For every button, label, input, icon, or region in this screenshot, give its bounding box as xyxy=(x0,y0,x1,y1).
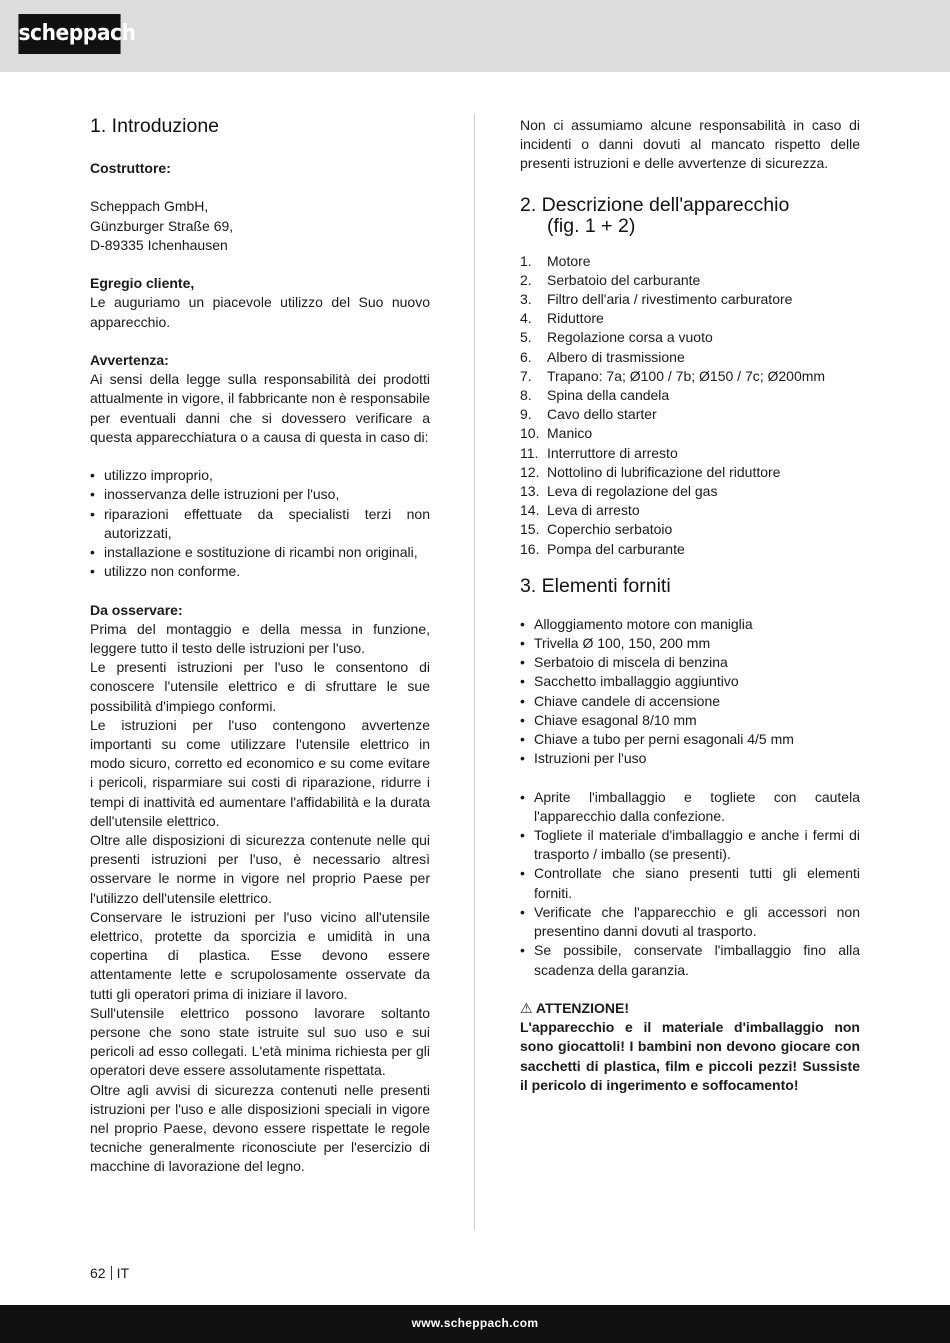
right-column xyxy=(520,116,860,1095)
list-item: • inosservanza delle istruzioni per l'uso, xyxy=(90,485,430,504)
observe-paragraph: Conservare le istruzioni per l'uso vicino all'utensile elettrico, protette da sporcizia e umidità in una copertina di plastica. Esse devono essere attentamente lette e scrupolosamente osservate da tutti gli operatori prima di iniziare il lavoro. xyxy=(90,908,430,1002)
manufacturer-label: Costruttore: xyxy=(90,160,171,176)
list-item: 4. Riduttore xyxy=(520,310,604,327)
website-link[interactable]: www.scheppach.com xyxy=(411,1316,539,1330)
list-item: • Chiave candele di accensione xyxy=(520,692,860,711)
bullet-icon: • xyxy=(520,635,525,652)
bullet-icon: • xyxy=(520,903,525,920)
list-item: 8. Spina della candela xyxy=(520,387,670,404)
bullet-icon: • xyxy=(520,654,525,671)
list-item: • Sacchetto imballaggio aggiuntivo xyxy=(520,672,860,691)
list-item: 7. Trapano: 7a; Ø100 / 7b; Ø150 / 7c; Ø200mm xyxy=(520,367,826,384)
bullet-icon: • xyxy=(520,827,525,844)
section-1-title: 1. Introduzione xyxy=(90,115,220,137)
bullet-icon: • xyxy=(90,563,95,580)
section-3-title: 3. Elementi forniti xyxy=(520,574,671,597)
bullet-icon: • xyxy=(520,788,525,805)
bullet-icon: • xyxy=(520,692,525,709)
address-line: Günzburger Straße 69, xyxy=(90,217,234,234)
address-line: D-89335 Ichenhausen xyxy=(90,236,228,253)
list-item: 1. Motore xyxy=(520,252,591,269)
bullet-icon: • xyxy=(90,505,95,522)
list-item: 12. Nottolino di lubrificazione del riduttore xyxy=(520,463,781,480)
list-item: 14. Leva di arresto xyxy=(520,502,640,519)
observe-paragraph: Oltre agli avvisi di sicurezza contenuti nelle presenti istruzioni per l'uso e alle disposizioni speciali in vigore nel proprio Paese, devono essere rispettate le regole tecniche generalmente riconosciute per l'esercizio di macchine di lavorazione del legno. xyxy=(90,1081,430,1175)
list-item: 11. Interruttore di arresto xyxy=(520,444,678,461)
list-item: • riparazioni effettuate da specialisti terzi non autorizzati, xyxy=(90,505,430,543)
bullet-icon: • xyxy=(520,673,525,690)
bullet-icon: • xyxy=(520,750,525,767)
list-item: 5. Regolazione corsa a vuoto xyxy=(520,329,713,346)
list-item: • Controllate che siano presenti tutti gli elementi forniti. xyxy=(520,864,860,902)
greeting-label: Egregio cliente, xyxy=(90,275,195,292)
bullet-icon: • xyxy=(520,711,525,728)
column-divider xyxy=(474,114,475,1230)
header-bar xyxy=(0,0,950,72)
warning-label: Avvertenza: xyxy=(90,351,169,368)
greeting-text: Le auguriamo un piacevole utilizzo del Suo nuovo apparecchio. xyxy=(90,294,430,330)
list-item: 10. Manico xyxy=(520,425,593,442)
list-item: • utilizzo non conforme. xyxy=(90,562,430,581)
list-item: 2. Serbatoio del carburante xyxy=(520,271,701,288)
attention-text: L'apparecchio e il materiale d'imballaggio non sono giocattoli! I bambini non devono giocare con sacchetti di plastica, film e piccoli pezzi! Sussiste il pericolo di ingerimento e soffocamento! xyxy=(520,1019,860,1093)
bullet-icon: • xyxy=(520,865,525,882)
bullet-icon: • xyxy=(90,467,95,484)
list-item: 13. Leva di regolazione del gas xyxy=(520,483,718,500)
list-item: 16. Pompa del carburante xyxy=(520,540,685,557)
observe-paragraph: Le presenti istruzioni per l'uso le consentono di conoscere l'utensile elettrico e di sfruttare le sue possibilità d'impiego conformi. xyxy=(90,659,430,714)
list-item: • Se possibile, conservate l'imballaggio fino alla scadenza della garanzia. xyxy=(520,941,860,979)
list-item: • Aprite l'imballaggio e togliete con cautela l'apparecchio dalla confezione. xyxy=(520,788,860,826)
list-item: • Trivella Ø 100, 150, 200 mm xyxy=(520,634,860,653)
observe-paragraph: Le istruzioni per l'uso contengono avvertenze importanti su come utilizzare l'utensile elettrico in modo sicuro, corretto ed economico e su come evitare i pericoli, risparmiare sui costi di riparazione, ridurre i tempi di inattività ed aumentare l'affidabilità e la durata dell'utensile elettrico. xyxy=(90,716,430,829)
observe-paragraph: Oltre alle disposizioni di sicurezza contenute nelle qui presenti istruzioni per l'uso, è necessario altresì osservare le norme in vigore nel proprio Paese per l'utilizzo dell'utensile elettrico. xyxy=(90,832,430,906)
observe-label: Da osservare: xyxy=(90,601,183,618)
scheppach-logo: scheppach xyxy=(18,14,120,54)
liability-text: Non ci assumiamo alcune responsabilità in caso di incidenti o danni dovuti al mancato rispetto delle presenti istruzioni e delle avvertenze di sicurezza. xyxy=(520,117,860,172)
list-item: • Serbatoio di miscela di benzina xyxy=(520,653,860,672)
list-item: • Chiave esagonal 8/10 mm xyxy=(520,711,860,730)
supplied-items-list xyxy=(520,615,860,769)
bullet-icon: • xyxy=(520,615,525,632)
bullet-icon: • xyxy=(90,486,95,503)
list-item: 15. Coperchio serbatoio xyxy=(520,521,673,538)
list-item: 9. Cavo dello starter xyxy=(520,406,657,423)
section-2-title: 2. Descrizione dell'apparecchio (fig. 1 + 2) xyxy=(520,193,790,237)
list-item: • Togliete il materiale d'imballaggio e anche i fermi di trasporto / imballo (se presenti). xyxy=(520,826,860,864)
list-item: • Chiave a tubo per perni esagonali 4/5 mm xyxy=(520,730,860,749)
bullet-icon: • xyxy=(90,544,95,560)
unpacking-list xyxy=(520,788,860,980)
list-item: • utilizzo improprio, xyxy=(90,466,430,485)
list-item: 3. Filtro dell'aria / rivestimento carburatore xyxy=(520,291,793,308)
observe-paragraph: Prima del montaggio e della messa in funzione, leggere tutto il testo delle istruzioni per l'uso. xyxy=(90,620,430,656)
warning-text: Ai sensi della legge sulla responsabilità dei prodotti attualmente in vigore, il fabbricante non è responsabile per eventuali danni che si dovessero verificare a questa apparecchiatura o a causa di questa in caso di: xyxy=(90,371,430,445)
list-item: 6. Albero di trasmissione xyxy=(520,348,685,365)
page-number: 62 IT xyxy=(90,1265,130,1281)
parts-list xyxy=(520,252,860,559)
attention-title: ⚠ ATTENZIONE! xyxy=(520,999,629,1016)
warning-bullet-list xyxy=(90,466,430,581)
bullet-icon: • xyxy=(520,731,525,748)
list-item: • Istruzioni per l'uso xyxy=(520,749,860,768)
list-item: • Alloggiamento motore con maniglia xyxy=(520,615,860,634)
list-item: • installazione e sostituzione di ricambi non originali, xyxy=(90,543,430,562)
observe-paragraph: Sull'utensile elettrico possono lavorare soltanto persone che sono state istruite sul suo uso e sui pericoli ad esso collegati. L'età minima richiesta per gli operatori deve essere assolutamente rispettata. xyxy=(90,1004,430,1079)
bullet-icon: • xyxy=(520,942,525,959)
footer-bar xyxy=(0,1305,950,1343)
list-item: • Verificate che l'apparecchio e gli accessori non presentino danni dovuti al trasporto. xyxy=(520,903,860,941)
address-line: Scheppach GmbH, xyxy=(90,198,209,215)
left-column xyxy=(90,116,430,1177)
